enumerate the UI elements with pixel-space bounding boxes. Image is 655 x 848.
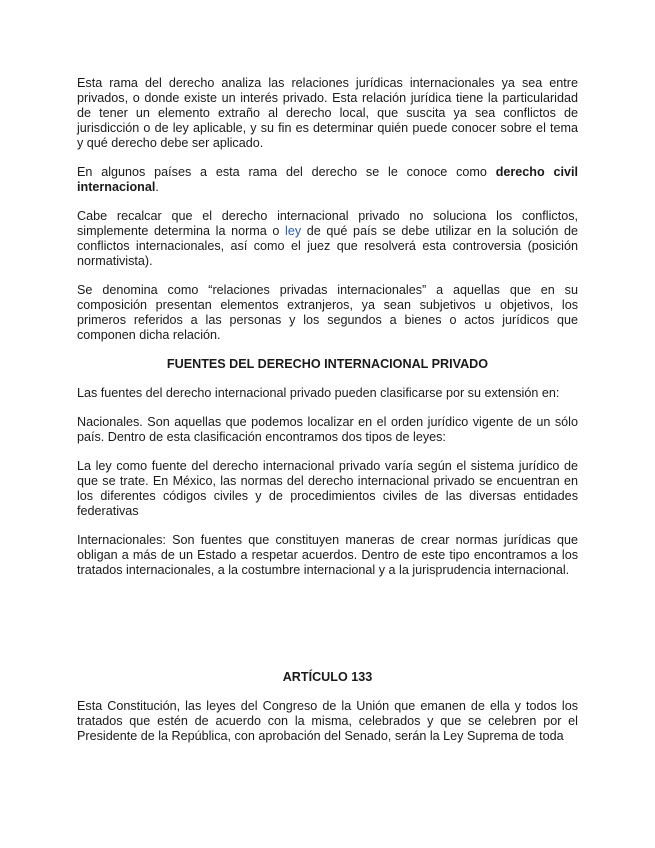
ley-link[interactable]: ley — [285, 224, 302, 238]
blank-space — [77, 592, 578, 670]
paragraph-nacionales: Nacionales. Son aquellas que podemos localizar en el orden jurídico vigente de un sólo país. Dentro de esta clasificación encontramos dos tipos de leyes: — [77, 415, 578, 444]
paragraph-conflicts-text-end: de qué país se debe utilizar en la solución de conflictos internacionales, así como el juez que resolverá esta controversia (posición normativista). — [77, 224, 578, 268]
paragraph-alt-name-text: En algunos países a esta rama del derecho se le conoce como — [77, 165, 496, 179]
paragraph-definition: Esta rama del derecho analiza las relaciones jurídicas internacionales ya sea entre privados, o donde existe un interés privado. Esta relación jurídica tiene la particularidad de tener un elemento extraño al derecho local, que suscita ya sea conflictos de jurisdicción o de ley aplicable, y su fin es determinar quién puede conocer sobre el tema y qué derecho debe ser aplicado. — [77, 76, 578, 150]
paragraph-ley-fuente: La ley como fuente del derecho internacional privado varía según el sistema jurídico de que se trate. En México, las normas del derecho internacional privado se encuentran en los diferentes códigos civiles y de procedimientos civiles de las diversas entidades federativas — [77, 459, 578, 518]
document-page — [77, 76, 578, 758]
bold-term-derecho-civil-internacional: derecho civil internacional — [77, 165, 578, 194]
heading-fuentes: FUENTES DEL DERECHO INTERNACIONAL PRIVADO — [166, 357, 489, 371]
paragraph-alt-name-end: . — [155, 180, 159, 194]
heading-articulo-133: ARTÍCULO 133 — [282, 670, 373, 684]
paragraph-alt-name — [77, 165, 578, 195]
paragraph-internacionales: Internacionales: Son fuentes que constituyen maneras de crear normas jurídicas que obligan a más de un Estado a respetar acuerdos. Dentro de este tipo encontramos a los tratados internacionales, a la costumbre internacional y a la jurisprudencia internacional. — [77, 533, 578, 577]
paragraph-sources-intro: Las fuentes del derecho internacional privado pueden clasificarse por su extensión en: — [77, 386, 560, 400]
paragraph-articulo-133: Esta Constitución, las leyes del Congreso de la Unión que emanen de ella y todos los tratados que estén de acuerdo con la misma, celebrados y que se celebren por el Presidente de la República, con aprobación del Senado, serán la Ley Suprema de toda — [77, 699, 578, 743]
paragraph-conflicts — [77, 209, 578, 269]
paragraph-conflicts-text-start: Cabe recalcar que el derecho internacional privado no soluciona los conflictos, simplemente determina la norma o — [77, 209, 578, 238]
paragraph-relations: Se denomina como “relaciones privadas internacionales” a aquellas que en su composición presentan elementos extranjeros, ya sean subjetivos u objetivos, los primeros referidos a las personas y los segundos a bienes o actos jurídicos que componen dicha relación. — [77, 283, 578, 342]
